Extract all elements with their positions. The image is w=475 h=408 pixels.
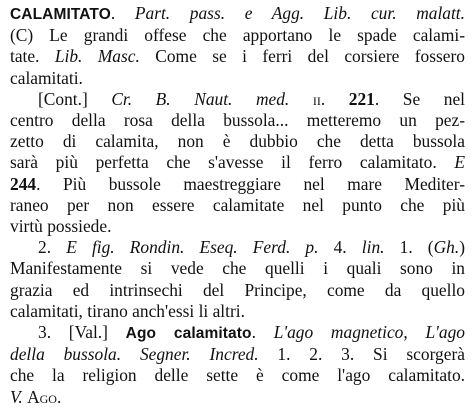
entry-line [10, 237, 465, 258]
entry-line [10, 25, 465, 46]
italic-text: Part. pass. e Agg. Lib. cur. malatt. [134, 3, 465, 23]
italic-text: Lib. Masc. [54, 46, 140, 67]
entry-line [10, 387, 465, 408]
entry-line [10, 68, 465, 89]
entry-line [10, 301, 465, 322]
small-caps-text: ii [312, 88, 321, 109]
entry-text: Come se i ferri del corsiere fossero [139, 46, 465, 67]
entry-line [10, 365, 465, 386]
entry-line [10, 344, 465, 365]
small-caps-text: Ago [27, 386, 57, 407]
bold-number: 244 [10, 173, 37, 194]
entry-text [289, 89, 313, 109]
entry-text: 3. [Val.] [38, 322, 126, 343]
entry-text: raneo per non essere calamitate nel punto che più [10, 194, 465, 215]
entry-text: . Più bussole maestreggiare nel mare Mediter- [36, 173, 465, 194]
entry-line [10, 195, 465, 216]
italic-text: della bussola. Segner. Incred. [10, 344, 259, 365]
entry-text: [Cont.] [38, 88, 112, 109]
entry-text: (C) Le grandi offese che apportano le spade calami- [10, 25, 465, 46]
italic-text: lin. [361, 237, 385, 258]
entry-line [10, 322, 465, 344]
bold-number: 221 [348, 88, 375, 109]
entry-text: ) [459, 237, 466, 258]
entry-text: grazia ed intrinsechi del Principe, come da quello [10, 279, 465, 300]
entry-text: . [320, 88, 349, 109]
entry-text: sarà più perfetta che s'avesse il ferro calamitato. [10, 152, 455, 173]
italic-text: Gh. [433, 237, 460, 258]
entry-text: che la religion delle sette è come l'ago calamitato. [10, 365, 465, 386]
entry-text: . [251, 322, 274, 343]
italic-text: Cr. B. Naut. med. [111, 88, 290, 109]
entry-text: virtù possiede. [10, 216, 112, 237]
headword: CALAMITATO [10, 6, 111, 23]
entry-text: calamitati. [10, 67, 83, 88]
entry-line [10, 280, 465, 301]
entry-line [10, 216, 465, 237]
entry-text: Manifestamente si vede che quelli i quali sono in [10, 258, 465, 279]
entry-text: . Se nel [374, 88, 465, 109]
entry-text: 4. [318, 237, 362, 258]
entry-line [10, 110, 465, 131]
entry-text: 2. [38, 237, 67, 258]
entry-line [10, 258, 465, 279]
entry-line [10, 3, 465, 25]
entry-text: centro della rosa della bussola... metteremo un pez- [10, 110, 465, 131]
entry-text: 1. ( [384, 237, 434, 258]
italic-text: E fig. Rondin. Eseq. Ferd. p. [66, 237, 319, 258]
entry-text: . [56, 386, 62, 407]
entry-line [10, 174, 465, 195]
entry-line [10, 152, 465, 173]
entry-text: , [403, 322, 426, 343]
italic-text: V. [10, 386, 28, 407]
italic-text: E [454, 152, 465, 173]
headword: Ago calamitato [125, 325, 252, 343]
entry-text: tate. [10, 46, 55, 67]
entry-text: calamitati, tirano anch'essi li altri. [10, 300, 245, 321]
entry-line [10, 131, 465, 152]
entry-text: 1. 2. 3. Si scorgerà [258, 344, 465, 365]
italic-text: L'ago [425, 322, 465, 343]
entry-line [10, 46, 465, 67]
entry-line [10, 89, 465, 110]
entry-text: . [110, 3, 135, 23]
entry-text: zetto di calamita, non è dubbio che detta bussola [10, 131, 465, 152]
italic-text: L'ago magnetico [273, 322, 404, 343]
